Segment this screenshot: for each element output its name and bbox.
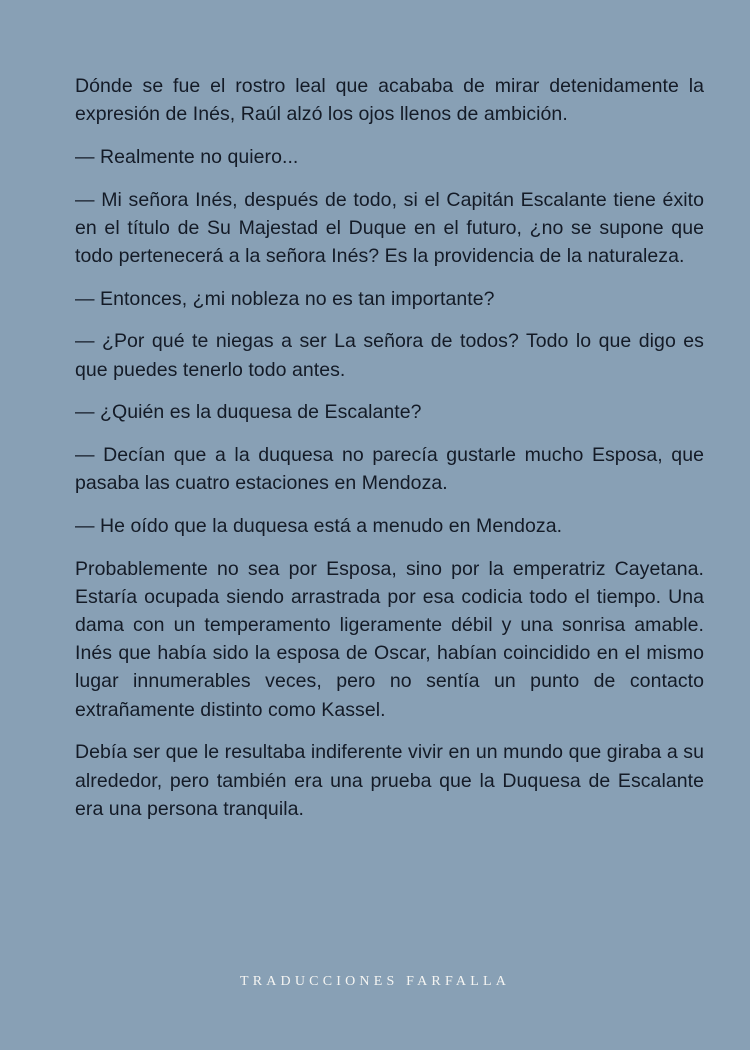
dialogue-line-7: — He oído que la duquesa está a menudo en Mendoza. xyxy=(75,514,563,537)
translator-credit-footer: TRADUCCIONES FARFALLA xyxy=(239,974,511,989)
dialogue-line-1: — Realmente no quiero... xyxy=(75,145,299,168)
paragraph-narration-1: Dónde se fue el rostro leal que acababa de mirar detenidamente la expresión de Inés, Raúl alzó los ojos llenos de ambición. xyxy=(75,75,704,126)
paragraph-narration-3: Debía ser que le resultaba indiferente vivir en un mundo que giraba a su alrededor, pero también era una prueba que la Duquesa de Escalante era una persona tranquila. xyxy=(75,741,704,820)
dialogue-line-4: — ¿Por qué te niegas a ser La señora de todos? Todo lo que digo es que puedes tenerlo todo antes. xyxy=(75,330,704,381)
dialogue-line-6: — Decían que a la duquesa no parecía gustarle mucho Esposa, que pasaba las cuatro estaciones en Mendoza. xyxy=(75,444,704,495)
dialogue-line-3: — Entonces, ¿mi nobleza no es tan importante? xyxy=(75,287,495,310)
dialogue-line-5: — ¿Quién es la duquesa de Escalante? xyxy=(75,401,422,424)
paragraph-narration-2: Probablemente no sea por Esposa, sino por la emperatriz Cayetana. Estaría ocupada siendo arrastrada por esa codicia todo el tiempo. Una dama con un temperamento ligeramente débil y una sonrisa amable. Inés que había sido la esposa de Oscar, habían coincidido en el mismo lugar innumerables veces, pero no sentía un punto de contacto extrañamente distinto como Kassel. xyxy=(75,557,704,721)
dialogue-line-2: — Mi señora Inés, después de todo, si el Capitán Escalante tiene éxito en el título de Su Majestad el Duque en el futuro, ¿no se supone que todo pertenecerá a la señora Inés? Es la providencia de la naturaleza. xyxy=(75,188,704,268)
page-body xyxy=(75,72,704,837)
